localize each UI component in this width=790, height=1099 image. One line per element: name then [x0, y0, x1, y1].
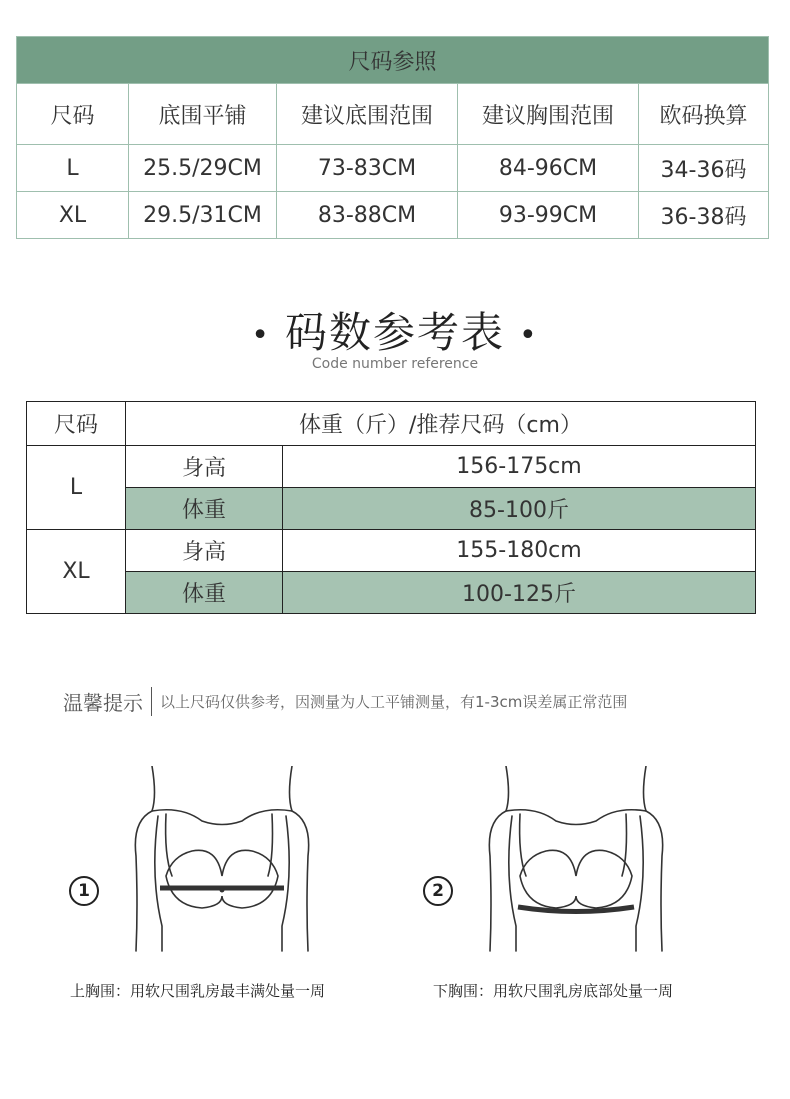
table-row	[27, 488, 756, 530]
reference-size-cell: L	[27, 446, 126, 530]
torso-outline-icon	[135, 766, 308, 951]
height-value-cell: 155-180cm	[283, 530, 756, 572]
table-row	[27, 446, 756, 488]
step-number-1: 1	[69, 876, 99, 906]
tip-text: 以上尺码仅供参考，因测量为人工平铺测量，有1-3cm误差属正常范围	[160, 692, 628, 711]
cell-band-flat: 29.5/31CM	[129, 192, 277, 239]
height-label-cell: 身高	[126, 530, 283, 572]
tip-bar	[63, 686, 627, 716]
size-chart-table	[16, 36, 769, 239]
reference-header-size: 尺码	[27, 402, 126, 446]
cell-bust-range: 84-96CM	[458, 145, 639, 192]
cell-size: XL	[17, 192, 129, 239]
header-band-range: 建议底围范围	[277, 84, 458, 145]
under-bust-tape-icon	[518, 907, 634, 912]
reference-table	[26, 401, 756, 614]
header-bust-range: 建议胸围范围	[458, 84, 639, 145]
header-size: 尺码	[17, 84, 129, 145]
reference-header-desc: 体重（斤）/推荐尺码（cm）	[126, 402, 756, 446]
weight-label-cell: 体重	[126, 488, 283, 530]
table-row	[27, 572, 756, 614]
reference-header-row	[27, 402, 756, 446]
table-row	[17, 192, 769, 239]
reference-subtitle: Code number reference	[311, 356, 479, 372]
table-row	[27, 530, 756, 572]
upper-bust-illustration	[122, 766, 322, 956]
height-value-cell: 156-175cm	[283, 446, 756, 488]
cell-eu-size: 34-36码	[639, 145, 769, 192]
reference-size-cell: XL	[27, 530, 126, 614]
under-bust-illustration	[476, 766, 676, 956]
torso-outline-icon	[489, 766, 662, 951]
cell-band-flat: 25.5/29CM	[129, 145, 277, 192]
size-chart-header-row	[17, 84, 769, 145]
table-row	[17, 145, 769, 192]
cell-band-range: 73-83CM	[277, 145, 458, 192]
cell-eu-size: 36-38码	[639, 192, 769, 239]
tape-marker-icon	[220, 888, 225, 893]
size-chart-title: 尺码参照	[17, 37, 769, 84]
tip-title: 温馨提示	[63, 687, 152, 716]
cell-bust-range: 93-99CM	[458, 192, 639, 239]
cell-band-range: 83-88CM	[277, 192, 458, 239]
cell-size: L	[17, 145, 129, 192]
weight-value-cell: 100-125斤	[283, 572, 756, 614]
header-eu-size: 欧码换算	[639, 84, 769, 145]
reference-title	[0, 300, 790, 360]
header-band-flat: 底围平铺	[129, 84, 277, 145]
bullet-dot-icon: •	[519, 318, 539, 353]
weight-value-cell: 85-100斤	[283, 488, 756, 530]
bullet-dot-icon: •	[251, 318, 271, 353]
height-label-cell: 身高	[126, 446, 283, 488]
reference-title-text: 码数参考表	[284, 308, 505, 357]
weight-label-cell: 体重	[126, 572, 283, 614]
step-number-2: 2	[423, 876, 453, 906]
upper-bust-caption: 上胸围：用软尺围乳房最丰满处量一周	[70, 982, 326, 1000]
under-bust-caption: 下胸围：用软尺围乳房底部处量一周	[433, 982, 674, 1000]
